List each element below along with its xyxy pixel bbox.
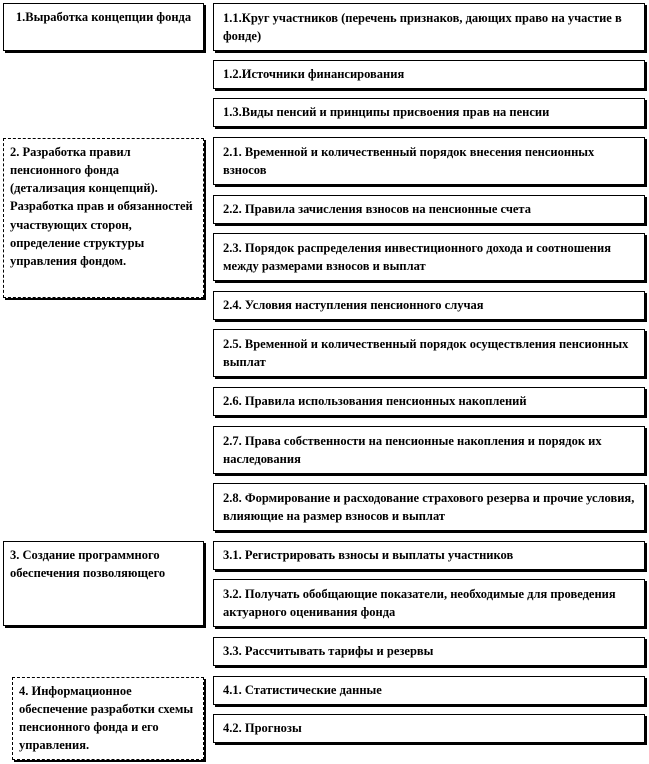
item-3-1-text: 3.1. Регистрировать взносы и выплаты участников [223, 548, 514, 563]
item-4-1-box [213, 676, 645, 705]
item-1-1-text: 1.1.Круг участников (перечень признаков, дающих право на участие в фонде) [223, 10, 622, 43]
section-1-label-box [3, 3, 204, 51]
item-2-2-box [213, 195, 645, 224]
item-2-2-text: 2.2. Правила зачисления взносов на пенсионные счета [223, 202, 531, 217]
section-3-label: 3. Создание программного обеспечения позволяющего [10, 548, 166, 581]
item-2-5-text: 2.5. Временной и количественный порядок осуществления пенсионных выплат [223, 336, 629, 369]
section-4-label-box [12, 677, 204, 760]
item-2-4-box [213, 291, 645, 320]
item-2-4-text: 2.4. Условия наступления пенсионного случая [223, 298, 484, 313]
item-1-3-box [213, 98, 645, 127]
section-3-label-box [3, 541, 204, 626]
item-2-6-box [213, 387, 645, 416]
item-4-2-text: 4.2. Прогнозы [223, 721, 302, 736]
item-2-1-box [213, 137, 645, 185]
item-2-7-text: 2.7. Права собственности на пенсионные накопления и порядок их наследования [223, 433, 602, 466]
item-2-6-text: 2.6. Правила использования пенсионных накоплений [223, 394, 527, 409]
item-3-1-box [213, 541, 645, 570]
item-2-8-box [213, 483, 645, 531]
item-4-1-text: 4.1. Статистические данные [223, 683, 382, 698]
item-1-1-box [213, 3, 645, 51]
section-4-label: 4. Информационное обеспечение разработки схемы пенсионного фонда и его управления. [19, 684, 194, 753]
item-3-2-box [213, 579, 645, 627]
item-2-3-text: 2.3. Порядок распределения инвестиционного дохода и соотношения между размерами взносов и выплат [223, 240, 611, 273]
item-3-3-box [213, 637, 645, 666]
section-2-label-box [3, 138, 204, 298]
item-4-2-box [213, 714, 645, 743]
item-1-3-text: 1.3.Виды пенсий и принципы присвоения прав на пенсии [223, 105, 550, 120]
section-2-label: 2. Разработка правил пенсионного фонда (детализация концепций). Разработка прав и обязанностей участвующих сторон, определение структуры управления фондом. [10, 145, 193, 268]
item-1-2-box [213, 60, 645, 89]
item-2-1-text: 2.1. Временной и количественный порядок внесения пенсионных взносов [223, 144, 595, 177]
item-3-3-text: 3.3. Рассчитывать тарифы и резервы [223, 644, 434, 659]
item-2-8-text: 2.8. Формирование и расходование страхового резерва и прочие условия, влияющие на размер взносов и выплат [223, 490, 635, 523]
item-3-2-text: 3.2. Получать обобщающие показатели, необходимые для проведения актуарного оценивания фонда [223, 586, 616, 619]
section-1-label: 1.Выработка концепции фонда [15, 10, 192, 24]
item-2-5-box [213, 329, 645, 377]
item-2-3-box [213, 233, 645, 281]
item-1-2-text: 1.2.Источники финансирования [223, 67, 405, 82]
item-2-7-box [213, 426, 645, 474]
